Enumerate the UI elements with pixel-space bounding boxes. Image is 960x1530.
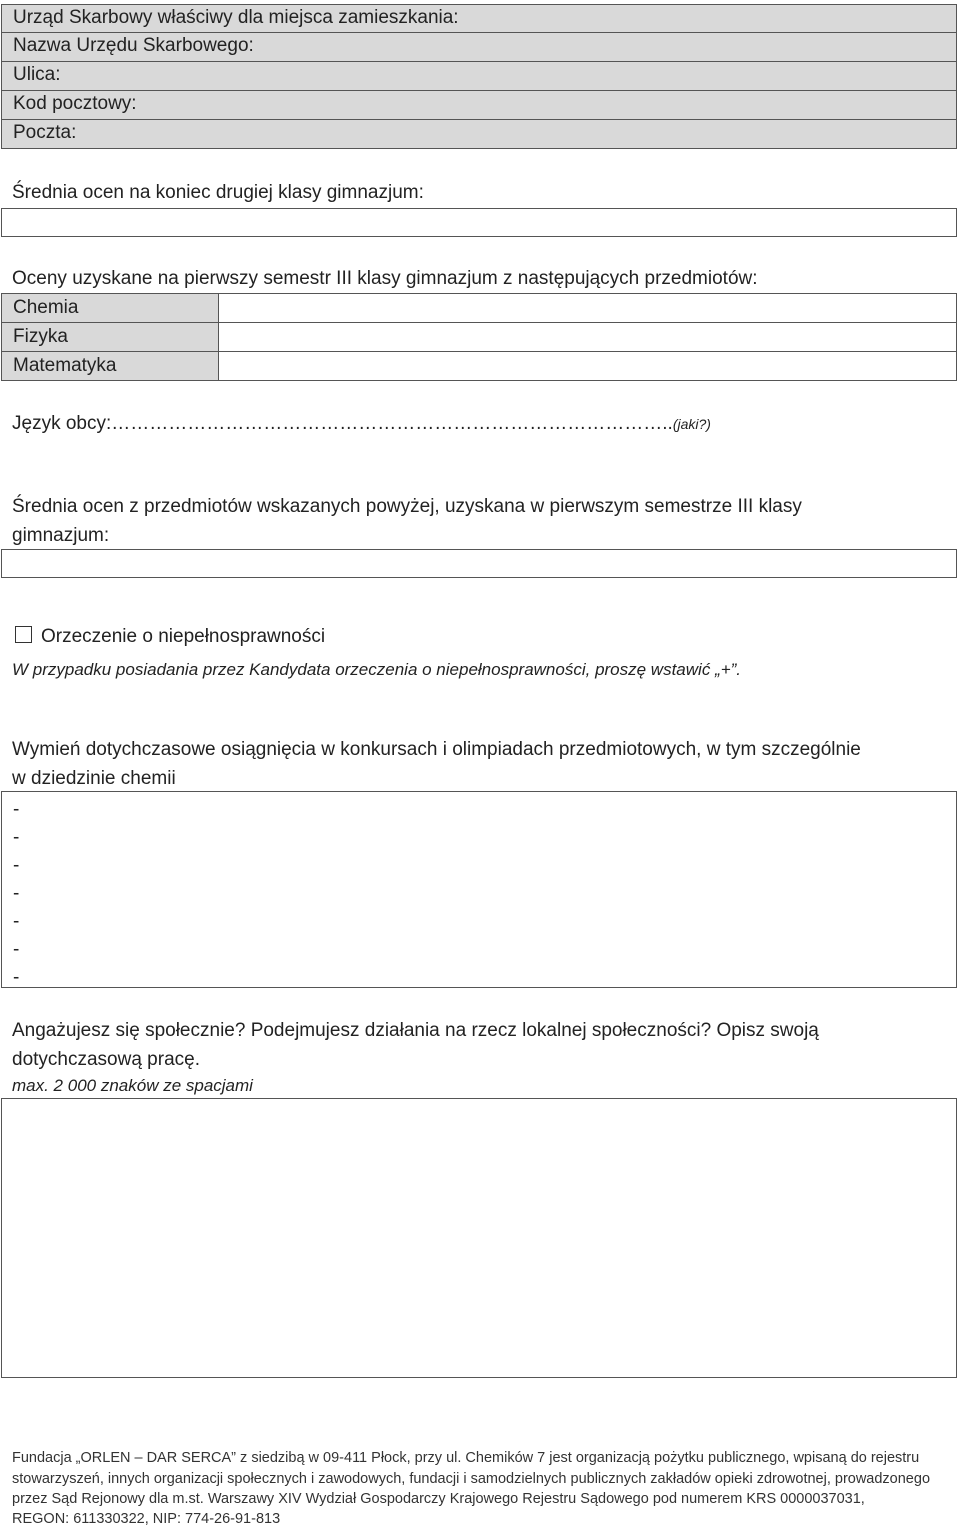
achievements-label-1: Wymień dotychczasowe osiągnięcia w konkursach i olimpiadach przedmiotowych, w tym szczególnie [12,739,861,760]
semester-average-label-2: gimnazjum: [12,525,110,546]
tax-office-header [1,4,957,33]
tax-office-postcode-label: Kod pocztowy: [13,93,137,114]
achievement-item: - [13,799,20,820]
foreign-language-hint: (jaki?) [672,416,711,432]
tax-office-name-row[interactable] [1,32,957,62]
tax-office-street-label: Ulica: [13,64,61,85]
semester-average-field[interactable] [1,549,957,578]
foreign-language-label: Język obcy:…………………………………………………………………………….. [12,413,673,434]
grade-row-chemistry[interactable] [1,293,957,323]
tax-office-postcode-row[interactable] [1,90,957,120]
achievement-item: - [13,855,20,876]
achievement-item: - [13,967,20,988]
grade-label-math: Matematyka [2,352,219,380]
final-average-label: Średnia ocen na koniec drugiej klasy gimnazjum: [12,182,424,203]
disability-checkbox[interactable] [15,626,32,643]
foreign-language-line[interactable] [12,409,711,439]
social-limit: max. 2 000 znaków ze spacjami [12,1076,253,1095]
disability-note: W przypadku posiadania przez Kandydata orzeczenia o niepełnosprawności, proszę wstawić „+”. [12,660,742,679]
social-label-2: dotychczasową pracę. [12,1049,200,1070]
semester-grades-label: Oceny uzyskane na pierwszy semestr III klasy gimnazjum z następujących przedmiotów: [12,268,758,289]
tax-office-street-row[interactable] [1,61,957,91]
social-label-1: Angażujesz się społecznie? Podejmujesz działania na rzecz lokalnej społeczności? Opisz swoją [12,1020,819,1041]
grade-row-math[interactable] [1,351,957,381]
grade-label-chemistry: Chemia [2,294,219,322]
tax-office-post-row[interactable] [1,119,957,149]
achievement-item: - [13,827,20,848]
achievement-item: - [13,939,20,960]
achievements-field[interactable] [1,791,957,988]
social-field[interactable] [1,1098,957,1378]
final-average-field[interactable] [1,208,957,237]
achievement-item: - [13,911,20,932]
tax-office-name-label: Nazwa Urzędu Skarbowego: [13,35,254,56]
achievement-item: - [13,883,20,904]
semester-average-label-1: Średnia ocen z przedmiotów wskazanych powyżej, uzyskana w pierwszym semestrze III klasy [12,496,802,517]
footer-line-2: stowarzyszeń, innych organizacji społecznych i zawodowych, fundacji i samodzielnych publicznych zakładów opieki zdrowotnej, prowadzonego [12,1471,931,1487]
disability-label: Orzeczenie o niepełnosprawności [41,626,326,647]
tax-office-header-text: Urząd Skarbowy właściwy dla miejsca zamieszkania: [13,7,459,28]
tax-office-post-label: Poczta: [13,122,77,143]
footer-line-1: Fundacja „ORLEN – DAR SERCA” z siedzibą w 09-411 Płock, przy ul. Chemików 7 jest organizacją pożytku publicznego, wpisaną do rejestru [12,1450,920,1466]
achievements-label-2: w dziedzinie chemii [12,768,176,789]
footer-line-4: REGON: 611330322, NIP: 774-26-91-813 [12,1511,281,1527]
footer-line-3: przez Sąd Rejonowy dla m.st. Warszawy XIV Wydział Gospodarczy Krajowego Rejestru Sądowego pod numerem KRS 0000037031, [12,1491,865,1507]
grade-label-physics: Fizyka [2,323,219,351]
grade-row-physics[interactable] [1,322,957,352]
